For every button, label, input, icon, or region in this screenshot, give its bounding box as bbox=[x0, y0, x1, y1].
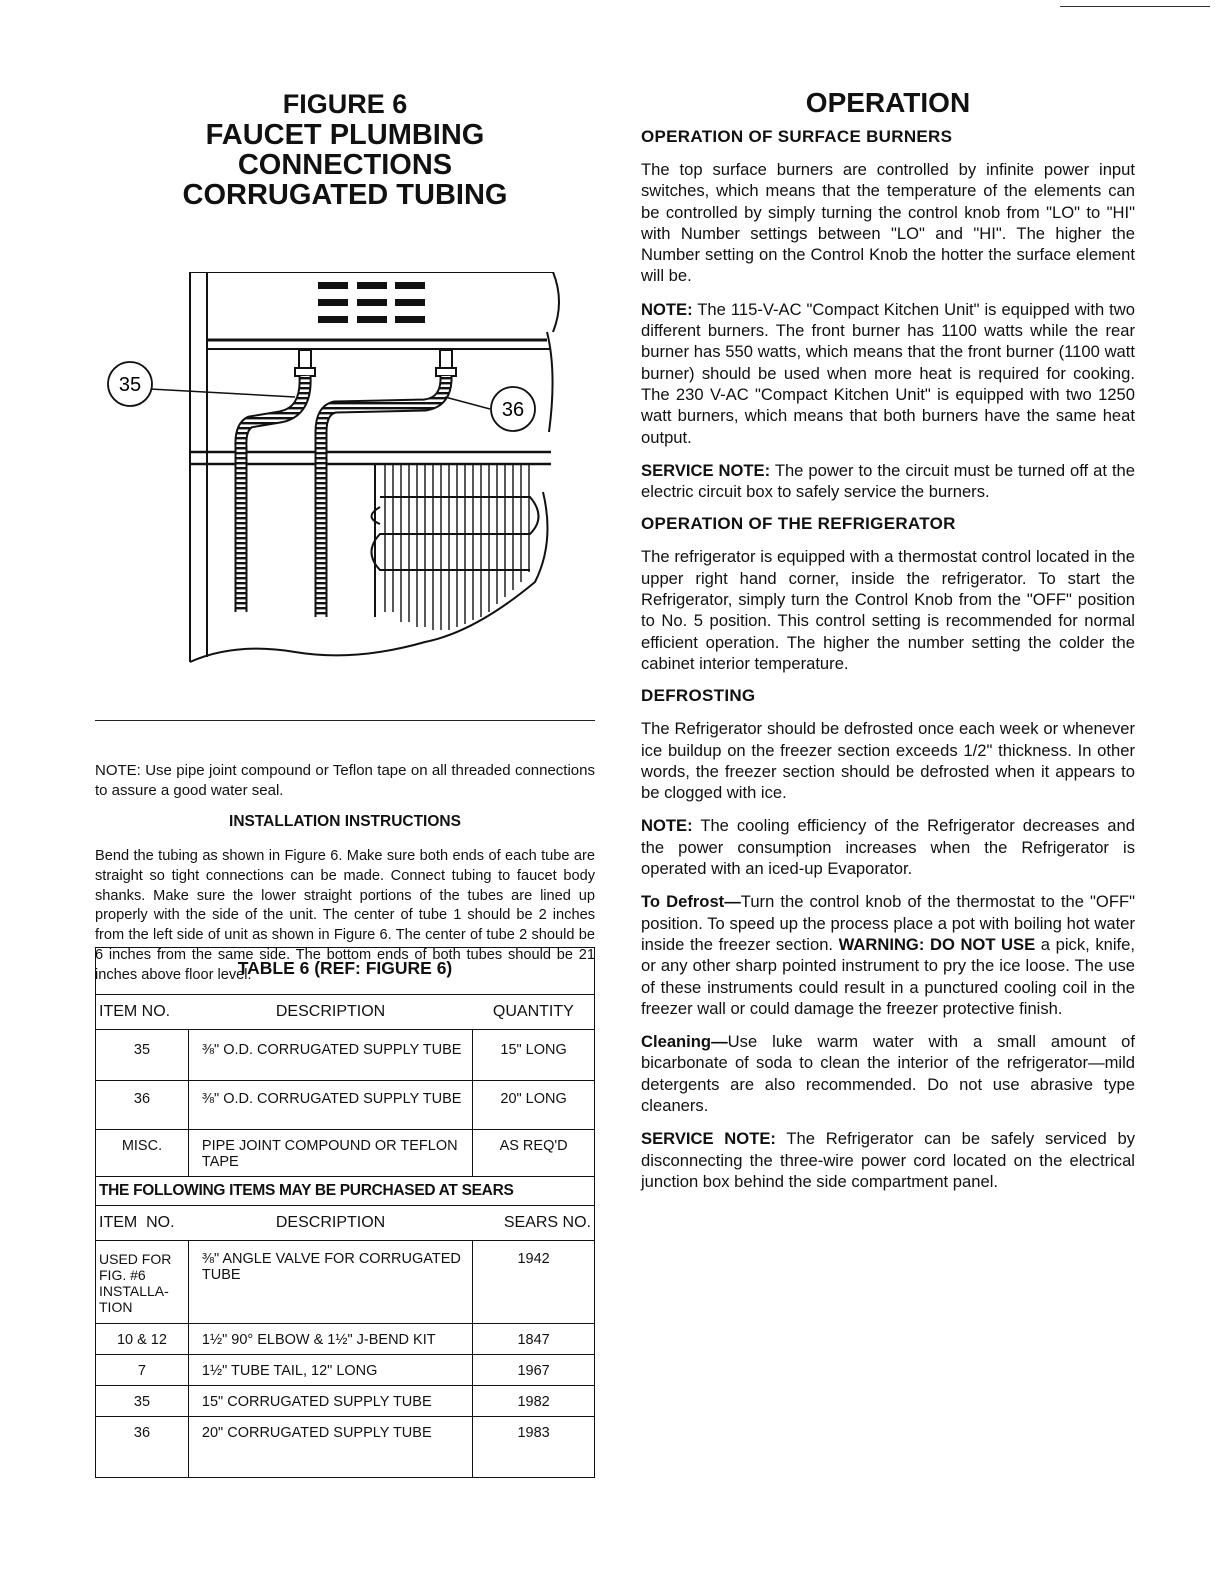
item-description: ⅜" O.D. CORRUGATED SUPPLY TUBE bbox=[188, 1030, 472, 1081]
item-no: 36 bbox=[96, 1417, 189, 1478]
cleaning-label: Cleaning— bbox=[641, 1032, 728, 1052]
to-defrost-text: Turn the control knob of the thermostat to the "OFF" position. To speed up the process place a pot with boiling hot water inside the freezer section. bbox=[641, 892, 1135, 954]
header2-sears-no: SEARS NO. bbox=[473, 1206, 595, 1241]
note-burners bbox=[641, 299, 1135, 448]
figure-divider bbox=[95, 720, 595, 721]
item-description: 1½" 90° ELBOW & 1½" J-BEND KIT bbox=[188, 1324, 472, 1355]
table-row bbox=[96, 1355, 595, 1386]
callout-35: 35 bbox=[118, 374, 142, 396]
item-description: 1½" TUBE TAIL, 12" LONG bbox=[188, 1355, 472, 1386]
item-description: ⅜" O.D. CORRUGATED SUPPLY TUBE bbox=[188, 1081, 472, 1130]
to-defrost-paragraph bbox=[641, 891, 1135, 1019]
item-quantity: AS REQ'D bbox=[499, 1138, 568, 1154]
refrigerator-text: The refrigerator is equipped with a thermostat control located in the upper right hand corner, inside the refrigerator. To start the Refrigerator, simply turn the Control Knob from the "OFF" position to No. 5 position. This control setting is recommended for normal efficient operation. The higher the number setting the colder the cabinet interior temperature. bbox=[641, 547, 1135, 673]
table-row bbox=[96, 1081, 595, 1130]
service-note-text: The Refrigerator can be safely serviced by disconnecting the three-wire power cord located on the electrical junction box behind the side compartment panel. bbox=[641, 1129, 1136, 1191]
table-row bbox=[96, 1130, 595, 1177]
sears-no: 1967 bbox=[473, 1355, 595, 1386]
faucet-plumbing-drawing bbox=[95, 272, 595, 702]
item-no: 10 & 12 bbox=[96, 1324, 189, 1355]
defrosting-heading: DEFROSTING bbox=[641, 686, 756, 706]
operation-title: OPERATION bbox=[805, 87, 971, 118]
header2-item-no: ITEM NO. bbox=[96, 1206, 189, 1241]
service-note-label: SERVICE NOTE: bbox=[641, 460, 771, 480]
header2-description: DESCRIPTION bbox=[188, 1206, 472, 1241]
service-note-burners bbox=[641, 460, 1135, 503]
figure-label: FIGURE 6 bbox=[282, 89, 408, 119]
table-row bbox=[96, 1417, 595, 1478]
item-description: 15" CORRUGATED SUPPLY TUBE bbox=[188, 1386, 472, 1417]
surface-burners-heading: OPERATION OF SURFACE BURNERS bbox=[641, 127, 953, 146]
figure-title-line2: CORRUGATED TUBING bbox=[182, 179, 508, 211]
note-label: NOTE: bbox=[641, 299, 693, 319]
note-label: NOTE: bbox=[641, 816, 693, 836]
sears-no: 1983 bbox=[473, 1417, 595, 1478]
table-header-row bbox=[96, 995, 595, 1030]
header-description: DESCRIPTION bbox=[188, 995, 472, 1030]
left-column bbox=[95, 88, 595, 986]
item-no: MISC. bbox=[96, 1130, 189, 1177]
callout-36: 36 bbox=[501, 399, 525, 421]
item-no: 36 bbox=[96, 1081, 189, 1130]
figure-6-illustration bbox=[95, 272, 595, 702]
service-note-text: The power to the circuit must be turned off at the electric circuit box to safely service the burners. bbox=[641, 460, 1136, 502]
table-row bbox=[96, 1030, 595, 1081]
item-quantity: 15" LONG bbox=[473, 1030, 595, 1081]
sears-no: 1847 bbox=[473, 1324, 595, 1355]
header-quantity: QUANTITY bbox=[473, 995, 595, 1030]
service-note-refrigerator bbox=[641, 1128, 1135, 1192]
item-no: USED FOR FIG. #6 INSTALLA-TION bbox=[96, 1241, 189, 1324]
item-description: PIPE JOINT COMPOUND OR TEFLON TAPE bbox=[188, 1130, 472, 1177]
figure-title-line1: FAUCET PLUMBING CONNECTIONS bbox=[205, 119, 485, 181]
corner-mark bbox=[1060, 6, 1210, 7]
table-row bbox=[96, 1241, 595, 1324]
refrigerator-heading: OPERATION OF THE REFRIGERATOR bbox=[641, 514, 956, 534]
item-quantity: 20" LONG bbox=[473, 1081, 595, 1130]
surface-burners-text: The top surface burners are controlled by infinite power input switches, which means that the temperature of the elements can be controlled by simply turning the control knob from "LO" to "HI" with Number settings between "LO" and "HI". The higher the Number setting on the Control Knob the hotter the surface element will be. bbox=[641, 160, 1135, 286]
table2-header-row bbox=[96, 1206, 595, 1241]
table-caption: TABLE 6 (REF: FIGURE 6) bbox=[96, 948, 595, 995]
item-no: 35 bbox=[96, 1030, 189, 1081]
warning-text: a pick, knife, or any other sharp pointed instrument to pry the ice loose. The use of these instruments could result in a punctured cooling coil in the freezer wall or could damage the freezer protective finish. bbox=[641, 934, 1135, 1018]
item-description: ⅜" ANGLE VALVE FOR CORRUGATED TUBE bbox=[188, 1241, 472, 1324]
warning-label: WARNING: DO NOT USE bbox=[838, 934, 1036, 954]
right-column bbox=[641, 88, 1135, 1204]
item-no: 7 bbox=[96, 1355, 189, 1386]
to-defrost-label: To Defrost— bbox=[641, 892, 741, 912]
cleaning-text: Use luke warm water with a small amount of bicarbonate of soda to clean the interior of the refrigerator—mild detergents are also recommended. Do not use abrasive type cleaners. bbox=[641, 1032, 1135, 1115]
cleaning-paragraph bbox=[641, 1031, 1135, 1116]
sears-no: 1982 bbox=[473, 1386, 595, 1417]
defrosting-text: The Refrigerator should be defrosted once each week or whenever ice buildup on the freezer section exceeds 1/2" thickness. In other words, the freezer section should be defrosted when it appears to be clogged with ice. bbox=[641, 719, 1135, 803]
sears-no: 1942 bbox=[517, 1251, 550, 1267]
purchase-heading: THE FOLLOWING ITEMS MAY BE PURCHASED AT SEARS bbox=[96, 1177, 595, 1206]
installation-text: Bend the tubing as shown in Figure 6. Make sure both ends of each tube are straight so tight connections can be made. Connect tubing to faucet body shanks. Make sure the lower straight portions of the tubes are lined up properly with the side of the unit. The center of tube 1 should be 2 inches from the left side of unit as shown in Figure 6. The center of tube 2 should be 6 inches from the same side. The bottom ends of both tubes should be 21 inches above floor level. bbox=[95, 848, 595, 983]
note-cooling bbox=[641, 815, 1135, 879]
note-text: The 115-V-AC "Compact Kitchen Unit" is equipped with two different burners. The front burner has 1100 watts while the rear burner has 550 watts, which means that the front burner (1100 watt burner) should be used when more heat is required for cooking. The 230 V-AC "Compact Kitchen Unit" is equipped with two 1250 watt burners, which means that both burners have the same heat output. bbox=[641, 299, 1135, 447]
service-note-label: SERVICE NOTE: bbox=[641, 1129, 776, 1149]
table-row bbox=[96, 1386, 595, 1417]
table-row bbox=[96, 1324, 595, 1355]
header-item-no: ITEM NO. bbox=[96, 995, 189, 1030]
threaded-connections-note: NOTE: Use pipe joint compound or Teflon tape on all threaded connections to assure a good water seal. bbox=[95, 762, 595, 799]
installation-heading: INSTALLATION INSTRUCTIONS bbox=[229, 813, 461, 830]
item-description: 20" CORRUGATED SUPPLY TUBE bbox=[188, 1417, 472, 1478]
table-6 bbox=[95, 947, 595, 1478]
item-no: 35 bbox=[96, 1386, 189, 1417]
note-text: The cooling efficiency of the Refrigerator decreases and the power consumption increases when the Refrigerator is operated with an iced-up Evaporator. bbox=[641, 816, 1135, 879]
